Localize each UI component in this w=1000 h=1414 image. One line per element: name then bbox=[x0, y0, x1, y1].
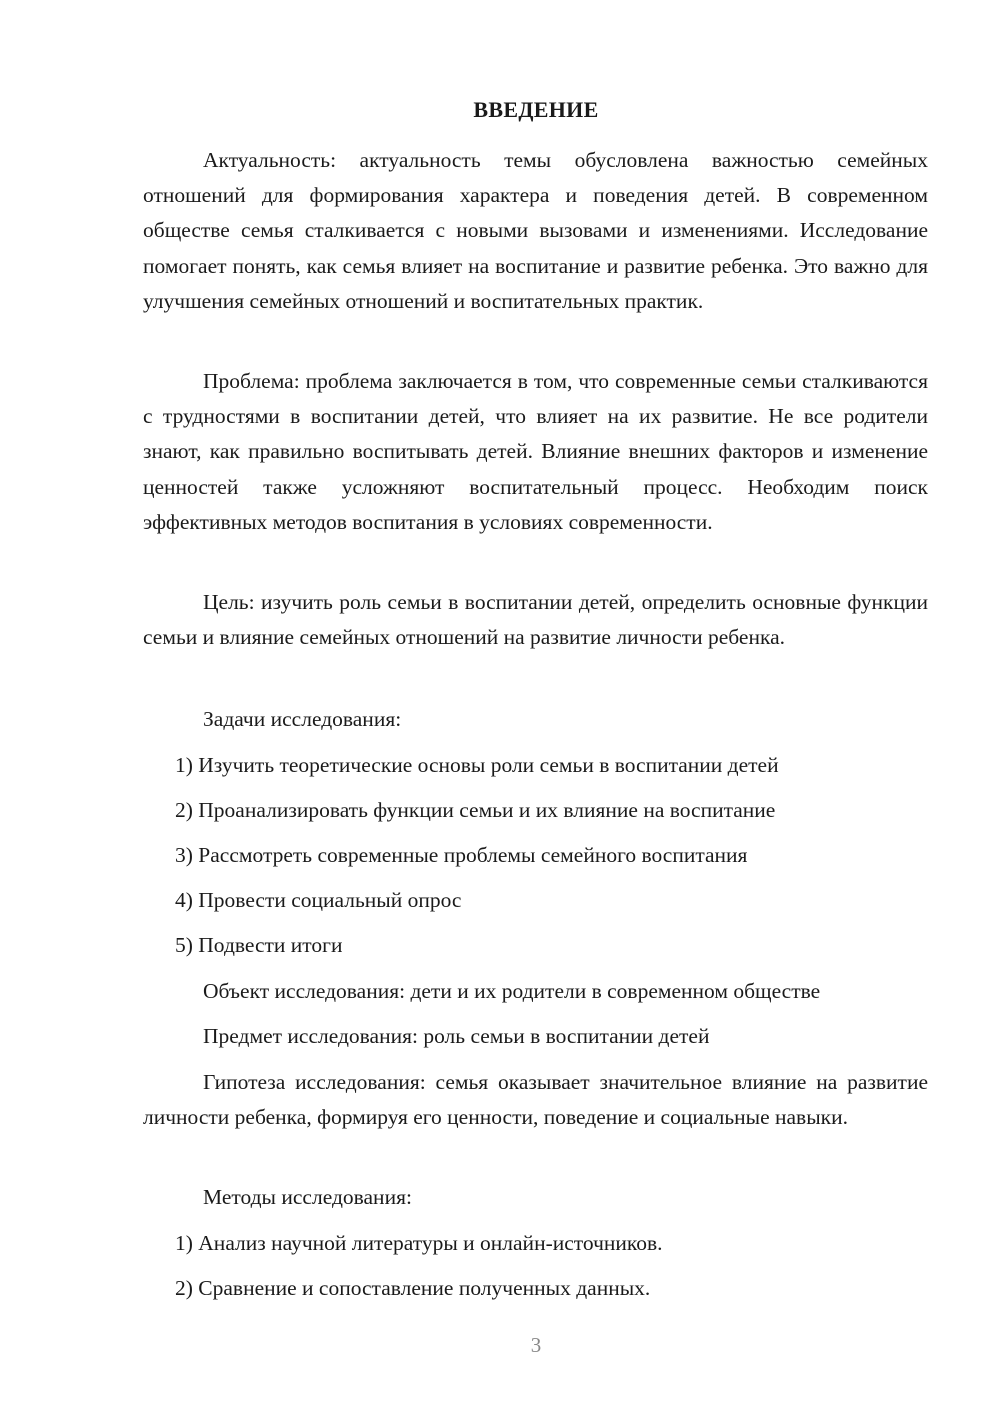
method-item: 1) Анализ научной литературы и онлайн-источников. bbox=[175, 1231, 663, 1255]
relevance-paragraph: Актуальность: актуальность темы обусловлена важностью семейных отношений для формирования характера и поведения детей. В современном обществе семья сталкивается с новыми вызовами и изменениями. Исследование помогает понять, как семья влияет на воспитание и развитие ребенка. Это важно для улучшения семейных отношений и воспитательных практик. bbox=[143, 148, 928, 313]
research-object: Объект исследования: дети и их родители в современном обществе bbox=[203, 979, 821, 1003]
tasks-title: Задачи исследования: bbox=[203, 707, 402, 731]
method-item: 2) Сравнение и сопоставление полученных данных. bbox=[175, 1276, 651, 1300]
page-number: 3 bbox=[530, 1333, 542, 1357]
research-subject: Предмет исследования: роль семьи в воспитании детей bbox=[203, 1024, 710, 1048]
task-item: 4) Провести социальный опрос bbox=[175, 888, 462, 912]
task-item: 3) Рассмотреть современные проблемы семейного воспитания bbox=[175, 843, 748, 867]
task-item: 1) Изучить теоретические основы роли семьи в воспитании детей bbox=[175, 753, 779, 777]
task-item: 2) Проанализировать функции семьи и их влияние на воспитание bbox=[175, 798, 776, 822]
methods-title: Методы исследования: bbox=[203, 1185, 412, 1209]
goal-paragraph: Цель: изучить роль семьи в воспитании детей, определить основные функции семьи и влияние семейных отношений на развитие личности ребенка. bbox=[143, 590, 928, 650]
hypothesis-paragraph: Гипотеза исследования: семья оказывает значительное влияние на развитие личности ребенка, формируя его ценности, поведение и социальные навыки. bbox=[143, 1070, 928, 1130]
section-heading: ВВЕДЕНИЕ bbox=[473, 97, 599, 122]
task-item: 5) Подвести итоги bbox=[175, 933, 343, 957]
problem-paragraph: Проблема: проблема заключается в том, что современные семьи сталкиваются с трудностями в воспитании детей, что влияет на их развитие. Не все родители знают, как правильно воспитывать детей. Влияние внешних факторов и изменение ценностей также усложняют воспитательный процесс. Необходим поиск эффективных методов воспитания в условиях современности. bbox=[143, 369, 928, 534]
